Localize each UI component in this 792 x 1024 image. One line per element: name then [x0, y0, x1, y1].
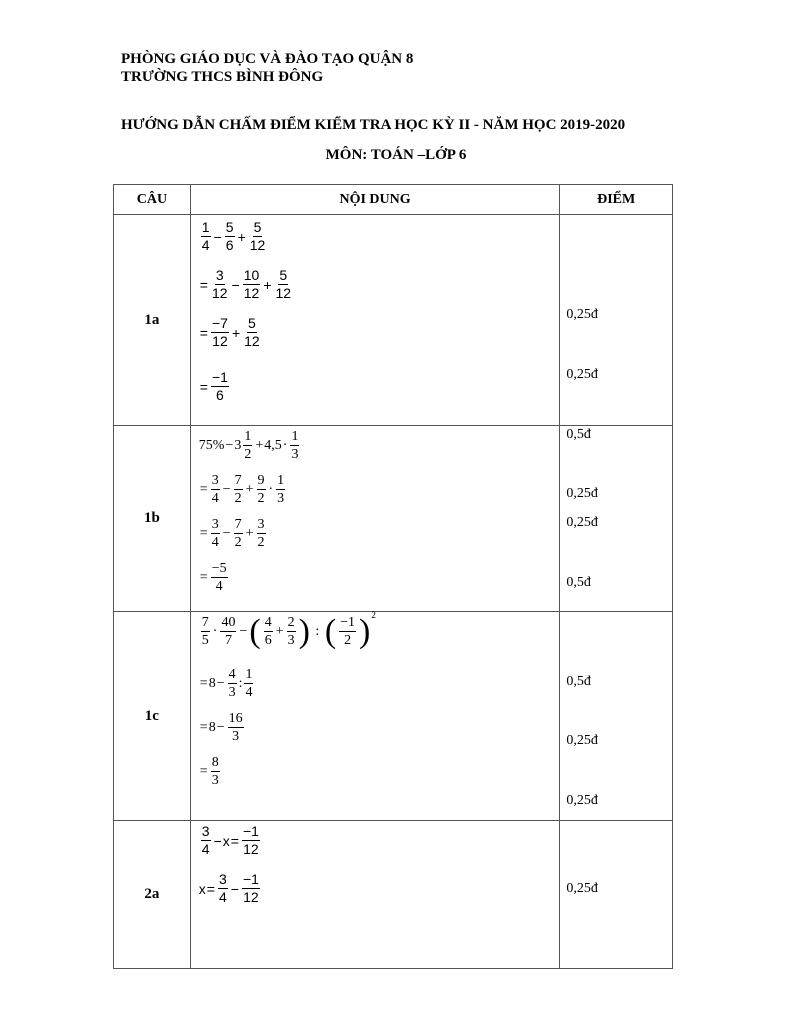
score-value: 0,5đ — [566, 575, 591, 590]
subject-line: MÔN: TOÁN –LỚP 6 — [325, 147, 467, 163]
math-line: = $\frac{3}{4}$ − $\frac{7}{2}$ + $\frac{9}{2}$ · 1 3 — [199, 473, 285, 506]
department-name: PHÒNG GIÁO DỤC VÀ ĐÀO TẠO QUẬN 8 — [121, 51, 414, 67]
math-line: = $\frac{3}{12}$ − $\frac{10}{12}$ + $\frac{5}{12}$ — [199, 267, 292, 301]
table-row-1a — [114, 215, 673, 426]
solution-content — [190, 426, 560, 612]
question-label: 1a — [114, 215, 191, 426]
document-title: HƯỚNG DẪN CHẤM ĐIỂM KIỂM TRA HỌC KỲ II - NĂM HỌC 2019-2020 — [121, 117, 626, 133]
question-label: 1b — [114, 426, 191, 612]
header-score: ĐIỂM — [560, 185, 673, 215]
table-header-row — [114, 185, 673, 215]
header-question: CÂU — [114, 185, 191, 215]
solution-content — [190, 821, 560, 969]
score-value: 0,25đ — [566, 367, 598, 382]
math-line: = 8 − $\frac{16}{3}$ — [199, 711, 243, 744]
math-line: 75% − 3 1 2 + 4,5 · 1 3 — [198, 429, 299, 462]
math-line: 1 4 − $\frac{5}{6}$ + $\frac{5}{12}$ — [201, 219, 266, 253]
table-row-2a — [114, 821, 673, 969]
score-value: 0,25đ — [566, 733, 598, 748]
score-cell — [560, 215, 673, 442]
score-value: 0,25đ — [566, 486, 598, 501]
math-line: = 8 − $\frac{4}{3}$ : 1 4 — [199, 667, 253, 700]
math-line: = $\frac{8}{3}$ — [199, 755, 219, 788]
score-cell — [560, 426, 673, 612]
score-value: 0,5đ — [566, 674, 591, 689]
math-line: x = $\frac{3}{4}$ − $\frac{-1}{12}$ — [198, 871, 259, 905]
grading-table — [113, 184, 673, 969]
math-line: 3 4 − x = $\frac{-1}{12}$ — [201, 823, 259, 857]
math-line: = $\frac{-5}{4}$ — [199, 561, 227, 594]
score-value: 0,25đ — [566, 515, 598, 530]
math-line: = $\frac{3}{4}$ − $\frac{7}{2}$ + $\frac{3}{2}$ — [199, 517, 265, 550]
score-value: 0,25đ — [566, 307, 598, 322]
question-label: 1c — [114, 612, 191, 821]
table-row-1c — [114, 612, 673, 821]
table-row-1b — [114, 426, 673, 612]
score-value: 0,25đ — [566, 793, 598, 808]
math-line: 7 5 · 40 7 − ( 4 6 + $\frac{2}{3}$ ) : ( −1 2 ) $^2$ — [201, 610, 376, 650]
math-line: = $\frac{-7}{12}$ + $\frac{5}{12}$ — [199, 315, 260, 349]
solution-content — [190, 215, 560, 426]
score-value: 0,5đ — [566, 427, 591, 442]
school-name: TRƯỜNG THCS BÌNH ĐÔNG — [121, 69, 324, 85]
math-line: = $\frac{-1}{6}$ — [199, 369, 228, 403]
score-value: 0,25đ — [566, 881, 598, 896]
score-cell — [560, 821, 673, 969]
score-cell — [560, 612, 673, 821]
header-content: NỘI DUNG — [190, 185, 560, 215]
solution-content — [190, 612, 560, 821]
question-label: 2a — [114, 821, 191, 969]
